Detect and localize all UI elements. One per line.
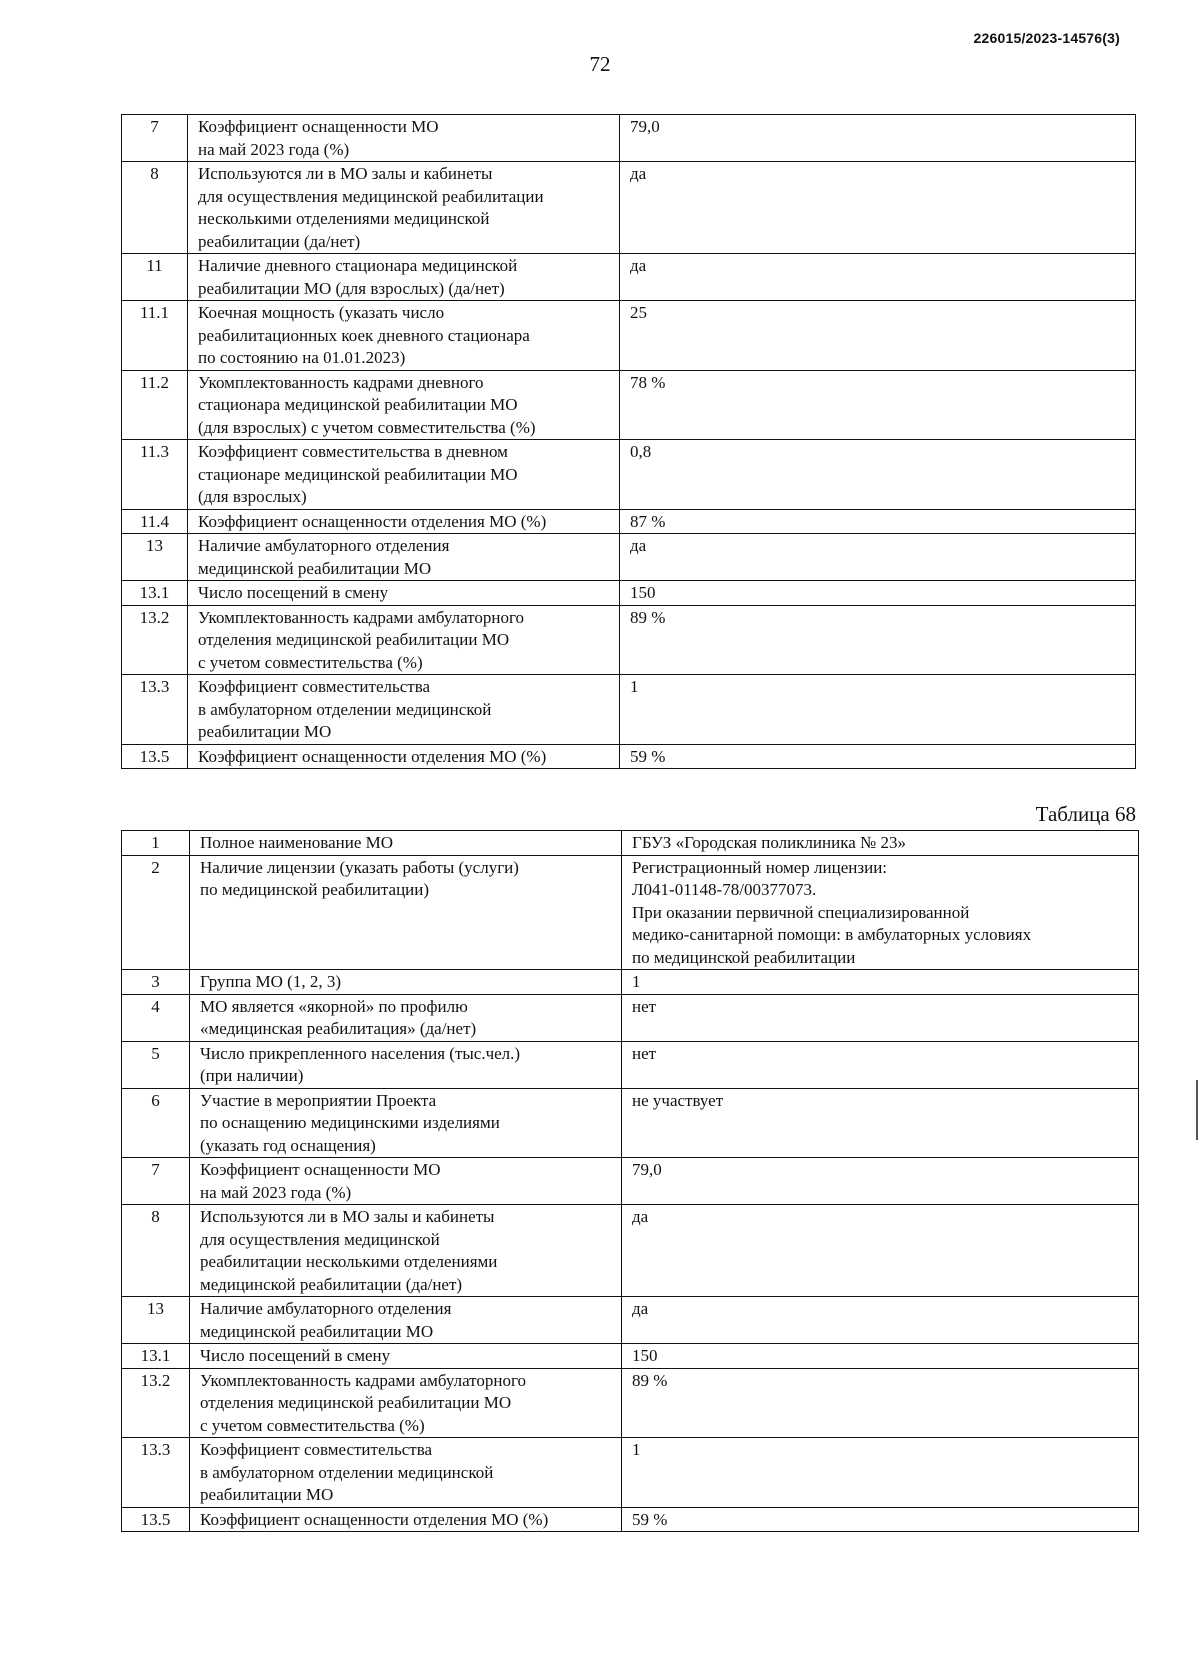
row-number: 11.4: [122, 509, 188, 534]
table-row: [122, 855, 1139, 970]
row-label: Укомплектованность кадрами дневного стационара медицинской реабилитации МО (для взрослых) с учетом совместительства (%): [188, 370, 620, 440]
row-value: 59 %: [622, 1507, 1139, 1532]
row-value: да: [620, 254, 1136, 301]
row-label: Коэффициент оснащенности отделения МО (%): [190, 1507, 622, 1532]
row-value: 25: [620, 301, 1136, 371]
row-label: Коэффициент оснащенности отделения МО (%): [188, 744, 620, 769]
row-label: Группа МО (1, 2, 3): [190, 970, 622, 995]
row-number: 13.1: [122, 581, 188, 606]
row-label: Наличие амбулаторного отделения медицинской реабилитации МО: [188, 534, 620, 581]
row-value: да: [620, 534, 1136, 581]
table-row: [122, 162, 1136, 254]
row-label: Коэффициент совместительства в дневном стационаре медицинской реабилитации МО (для взрослых): [188, 440, 620, 510]
row-label: Наличие лицензии (указать работы (услуги) по медицинской реабилитации): [190, 855, 622, 970]
row-number: 6: [122, 1088, 190, 1158]
row-label: Участие в мероприятии Проекта по оснащению медицинскими изделиями (указать год оснащения): [190, 1088, 622, 1158]
row-number: 13.1: [122, 1344, 190, 1369]
row-label: Используются ли в МО залы и кабинеты для осуществления медицинской реабилитации несколькими отделениями медицинской реабилитации (да/нет): [190, 1205, 622, 1297]
row-label: Укомплектованность кадрами амбулаторного отделения медицинской реабилитации МО с учетом совместительства (%): [188, 605, 620, 675]
table-row: [122, 1041, 1139, 1088]
page-number: 72: [589, 52, 611, 76]
table-row: [122, 1297, 1139, 1344]
row-number: 7: [122, 115, 188, 162]
row-number: 11.2: [122, 370, 188, 440]
row-number: 7: [122, 1158, 190, 1205]
row-value: да: [622, 1297, 1139, 1344]
row-number: 13.5: [122, 744, 188, 769]
table-row: [122, 1507, 1139, 1532]
row-number: 13.3: [122, 675, 188, 745]
row-label: Коэффициент совместительства в амбулаторном отделении медицинской реабилитации МО: [188, 675, 620, 745]
table-row: [122, 1344, 1139, 1369]
table-row: [122, 1088, 1139, 1158]
row-value: нет: [622, 1041, 1139, 1088]
table-row: [122, 254, 1136, 301]
row-value: 0,8: [620, 440, 1136, 510]
table-body: [122, 831, 1139, 1532]
row-number: 13.5: [122, 1507, 190, 1532]
table-row: [122, 605, 1136, 675]
row-number: 8: [122, 162, 188, 254]
row-label: Число посещений в смену: [188, 581, 620, 606]
table-row: [122, 1368, 1139, 1438]
row-value: не участвует: [622, 1088, 1139, 1158]
row-number: 1: [122, 831, 190, 856]
row-value: да: [620, 162, 1136, 254]
row-number: 13.2: [122, 1368, 190, 1438]
table-row: [122, 831, 1139, 856]
row-label: Коэффициент оснащенности МО на май 2023 года (%): [190, 1158, 622, 1205]
row-label: Коечная мощность (указать число реабилитационных коек дневного стационара по состоянию на 01.01.2023): [188, 301, 620, 371]
row-label: МО является «якорной» по профилю «медицинская реабилитация» (да/нет): [190, 994, 622, 1041]
row-number: 11.3: [122, 440, 188, 510]
row-number: 13.3: [122, 1438, 190, 1508]
row-value: нет: [622, 994, 1139, 1041]
row-value: 1: [622, 1438, 1139, 1508]
row-number: 11: [122, 254, 188, 301]
row-label: Число прикрепленного населения (тыс.чел.) (при наличии): [190, 1041, 622, 1088]
row-value: 89 %: [620, 605, 1136, 675]
row-value: Регистрационный номер лицензии: Л041-01148-78/00377073. При оказании первичной специализированной медико-санитарной помощи: в амбулаторных условиях по медицинской реабилитации: [622, 855, 1139, 970]
row-value: 150: [620, 581, 1136, 606]
table-row: [122, 1158, 1139, 1205]
row-value: да: [622, 1205, 1139, 1297]
table-row: [122, 115, 1136, 162]
table-row: [122, 994, 1139, 1041]
scan-margin-mark: [1196, 1080, 1198, 1140]
row-label: Полное наименование МО: [190, 831, 622, 856]
table-row: [122, 301, 1136, 371]
row-value: 150: [622, 1344, 1139, 1369]
row-value: 87 %: [620, 509, 1136, 534]
row-number: 13.2: [122, 605, 188, 675]
row-number: 13: [122, 1297, 190, 1344]
row-number: 13: [122, 534, 188, 581]
row-value: 79,0: [620, 115, 1136, 162]
table-row: [122, 1205, 1139, 1297]
table-row: [122, 581, 1136, 606]
row-value: 1: [622, 970, 1139, 995]
row-number: 3: [122, 970, 190, 995]
table-row: [122, 370, 1136, 440]
table-body: [122, 115, 1136, 769]
table-row: [122, 675, 1136, 745]
row-number: 8: [122, 1205, 190, 1297]
row-value: ГБУЗ «Городская поликлиника № 23»: [622, 831, 1139, 856]
document-registration-number: 226015/2023-14576(3): [973, 30, 1120, 46]
row-label: Коэффициент оснащенности отделения МО (%): [188, 509, 620, 534]
row-number: 2: [122, 855, 190, 970]
row-number: 11.1: [122, 301, 188, 371]
row-number: 4: [122, 994, 190, 1041]
table-row: [122, 440, 1136, 510]
row-label: Наличие дневного стационара медицинской реабилитации МО (для взрослых) (да/нет): [188, 254, 620, 301]
table-row: [122, 970, 1139, 995]
row-value: 89 %: [622, 1368, 1139, 1438]
row-label: Укомплектованность кадрами амбулаторного отделения медицинской реабилитации МО с учетом совместительства (%): [190, 1368, 622, 1438]
row-number: 5: [122, 1041, 190, 1088]
row-label: Коэффициент оснащенности МО на май 2023 года (%): [188, 115, 620, 162]
row-value: 78 %: [620, 370, 1136, 440]
table-row: [122, 534, 1136, 581]
table-row: [122, 744, 1136, 769]
rehabilitation-table-68: [121, 830, 1139, 1532]
row-label: Наличие амбулаторного отделения медицинской реабилитации МО: [190, 1297, 622, 1344]
table-row: [122, 1438, 1139, 1508]
row-value: 59 %: [620, 744, 1136, 769]
row-label: Число посещений в смену: [190, 1344, 622, 1369]
row-label: Используются ли в МО залы и кабинеты для осуществления медицинской реабилитации несколькими отделениями медицинской реабилитации (да/нет): [188, 162, 620, 254]
row-value: 79,0: [622, 1158, 1139, 1205]
table-caption: Таблица 68: [1035, 802, 1136, 826]
table-row: [122, 509, 1136, 534]
rehabilitation-table-continued: [121, 114, 1136, 769]
row-value: 1: [620, 675, 1136, 745]
row-label: Коэффициент совместительства в амбулаторном отделении медицинской реабилитации МО: [190, 1438, 622, 1508]
